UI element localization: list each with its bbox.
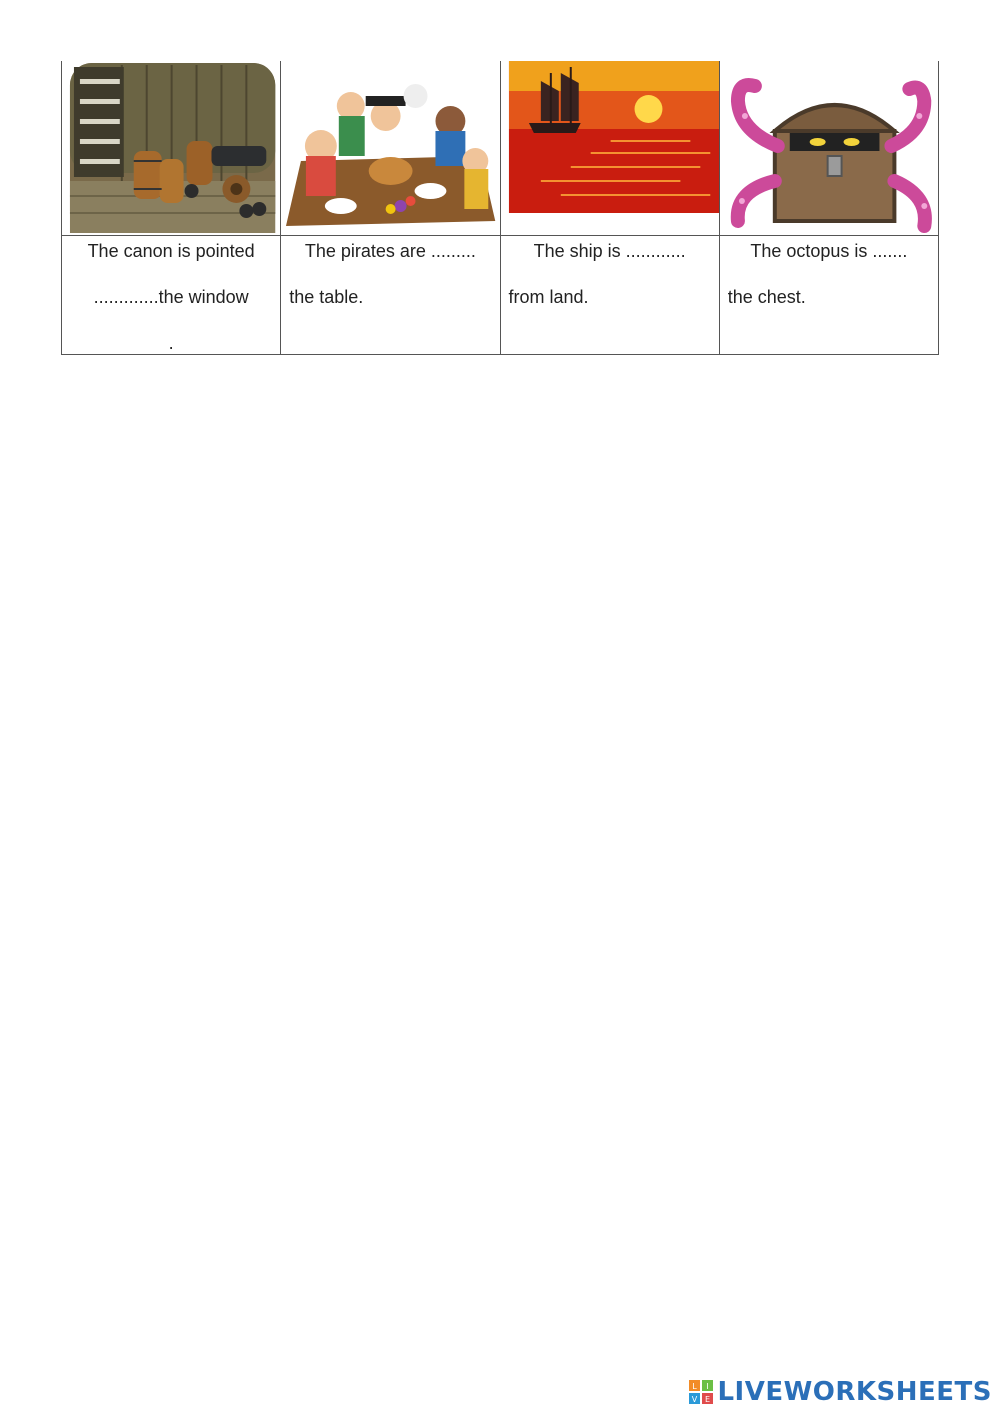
worksheet-table [61,61,939,355]
liveworksheets-logo [689,1377,992,1407]
text-cell-1 [62,236,281,355]
text-cell-2 [281,236,500,355]
image-row [62,61,939,236]
text-cell-4 [719,236,938,355]
badge-letter-e: E [705,1395,711,1404]
cell-4-line-2: the chest. [727,287,806,307]
cell-1-line-2: .............the window [93,287,249,307]
image-cell-2 [281,61,500,236]
image-cell-4 [719,61,938,236]
text-row [62,236,939,355]
pirates-table-image [281,61,499,235]
cell-4-line-1: The octopus is ....... [750,241,908,261]
cell-1-line-1: The canon is pointed [87,241,255,261]
cell-2-line-1: The pirates are ......... [304,241,476,261]
logo-text: LIVEWORKSHEETS [717,1377,992,1407]
badge-letter-v: V [692,1395,698,1404]
cell-3-line-1: The ship is ............ [533,241,686,261]
ship-deck-image [62,61,280,235]
image-cell-1 [62,61,281,236]
cell-2-line-2: the table. [289,287,364,307]
badge-letter-i: I [706,1382,710,1391]
text-cell-3 [500,236,719,355]
live-badge-icon [689,1380,713,1404]
image-cell-3 [500,61,719,236]
cell-3-line-2: from land. [508,287,589,307]
badge-letter-l: L [692,1382,698,1391]
sunset-ship-image [501,61,719,235]
cell-1-line-3: . [168,333,174,353]
octopus-chest-image [720,61,938,235]
